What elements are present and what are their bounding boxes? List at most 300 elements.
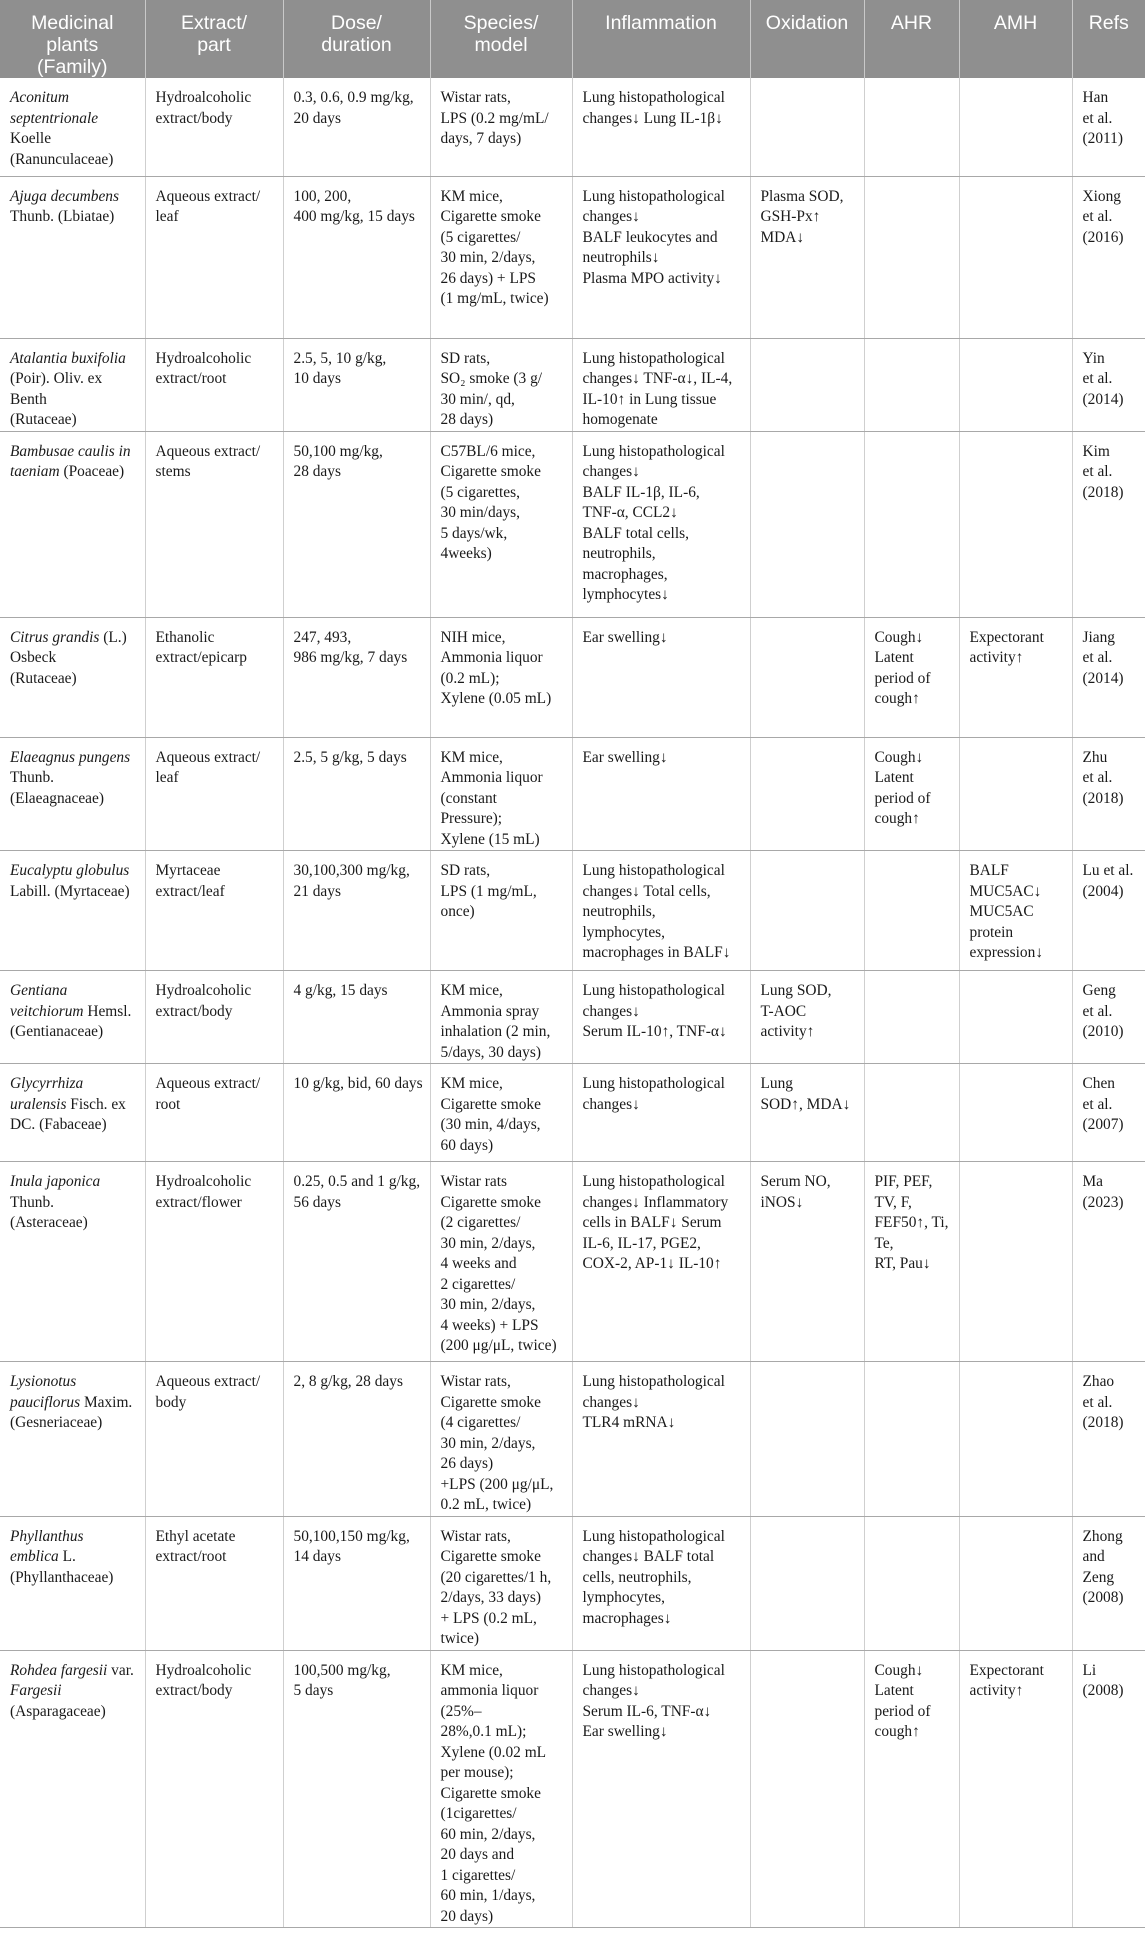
extract-cell-line: Aqueous extract/	[155, 1373, 261, 1390]
plant-name-line	[10, 1702, 137, 1723]
extract-cell-line: Aqueous extract/	[155, 187, 261, 205]
amh-cell-line: BALF	[969, 862, 1009, 879]
species-cell	[430, 971, 572, 1064]
species-cell-line: Wistar rats,	[440, 1373, 511, 1390]
oxidation-cell	[750, 431, 864, 617]
species-cell-line: Cigarette smoke	[440, 1393, 541, 1411]
table-row	[0, 1064, 1145, 1162]
species-cell-line: 30 min, 2/days,	[440, 1234, 536, 1252]
ahr-cell-line: Latent	[874, 769, 914, 786]
refs-cell-line: (2004)	[1082, 882, 1124, 900]
species-cell-line: Cigarette smoke	[440, 463, 541, 480]
dose-cell-line: 5 days	[293, 1682, 334, 1699]
plant-text: Fisch. ex	[66, 1095, 126, 1113]
species-cell	[430, 338, 572, 431]
dose-cell-line: 10 days	[293, 370, 341, 387]
oxidation-cell-line: Lung SOD,	[760, 982, 832, 999]
refs-cell-line: (2023)	[1082, 1193, 1124, 1211]
species-cell	[430, 176, 572, 338]
extract-cell	[145, 338, 283, 431]
refs-cell-line: Li	[1082, 1661, 1097, 1679]
inflammation-cell-line: BALF IL-1β, IL-6,	[582, 483, 700, 501]
refs-cell-line: Zhao	[1082, 1373, 1115, 1390]
inflammation-cell	[572, 1064, 750, 1162]
amh-cell-line: MUC5AC↓	[969, 882, 1042, 900]
inflammation-cell-line: changes↓	[582, 1393, 640, 1411]
species-cell-line: 30 min, 2/days,	[440, 1434, 536, 1452]
inflammation-cell-line: changes↓	[582, 463, 640, 480]
inflammation-cell-line: changes↓ BALF total	[582, 1548, 715, 1565]
amh-cell-line: Expectorant	[969, 628, 1044, 646]
refs-cell-line: Lu et al.	[1082, 862, 1134, 879]
species-cell	[430, 78, 572, 176]
extract-cell	[145, 737, 283, 851]
dose-cell	[283, 1516, 430, 1650]
inflammation-cell	[572, 338, 750, 431]
inflammation-cell-line: IL-10↑ in Lung tissue	[582, 390, 717, 408]
inflammation-cell-line: changes↓	[582, 1002, 640, 1020]
plant-text: Labill. (Myrtaceae)	[10, 882, 130, 900]
plant-text: (Asteraceae)	[10, 1214, 88, 1231]
table-body	[0, 78, 1145, 1927]
dose-cell-line: 0.3, 0.6, 0.9 mg/kg,	[293, 89, 414, 106]
inflammation-cell-line: Lung histopathological	[582, 1173, 725, 1190]
plant-name-line	[10, 648, 137, 669]
plant-name-line	[10, 1413, 137, 1434]
amh-cell	[959, 431, 1072, 617]
species-cell-line: 4 weeks) + LPS	[440, 1316, 539, 1334]
header-extract-part	[145, 0, 283, 78]
plant-name-line	[10, 109, 137, 130]
inflammation-cell-line: neutrophils,	[582, 545, 656, 562]
scientific-name-text: Fargesii	[10, 1682, 62, 1699]
plant-name-line	[10, 748, 137, 769]
plant-name-line	[10, 150, 137, 171]
species-cell-line: 1 cigarettes/	[440, 1866, 516, 1884]
refs-cell-line: et al.	[1082, 1095, 1113, 1113]
species-cell-line: (5 cigarettes,	[440, 483, 520, 501]
dose-cell-line: 4 g/kg, 15 days	[293, 982, 388, 999]
scientific-name-text: Inula japonica	[10, 1173, 101, 1190]
species-cell-line: Ammonia spray	[440, 1002, 540, 1020]
species-cell	[430, 851, 572, 971]
ahr-cell	[864, 617, 959, 737]
ahr-cell-line: Cough↓	[874, 628, 924, 646]
plant-text: (Rutaceae)	[10, 411, 77, 428]
refs-cell	[1072, 617, 1145, 737]
species-cell-line: Wistar rats,	[440, 1527, 511, 1545]
dose-cell-line: 21 days	[293, 882, 341, 900]
refs-cell-line: et al.	[1082, 208, 1113, 225]
species-cell-line: Ammonia liquor	[440, 649, 543, 666]
header-oxidation	[750, 0, 864, 78]
inflammation-cell-line: COX-2, AP-1↓ IL-10↑	[582, 1255, 722, 1272]
refs-cell-line: et al.	[1082, 109, 1113, 127]
amh-cell	[959, 617, 1072, 737]
species-cell-line: 4 weeks and	[440, 1255, 517, 1272]
inflammation-cell-line: changes↓ Lung IL-1β↓	[582, 109, 723, 127]
species-cell-line: (5 cigarettes/	[440, 228, 521, 246]
refs-cell	[1072, 338, 1145, 431]
plant-text: (Rutaceae)	[10, 669, 77, 687]
header-label-line: (Family)	[37, 56, 108, 78]
amh-cell-line: expression↓	[969, 944, 1044, 961]
dose-cell	[283, 1650, 430, 1927]
refs-cell-line: et al.	[1082, 370, 1113, 387]
scientific-name-text: Glycyrrhiza	[10, 1075, 84, 1092]
plant-name-line	[10, 187, 137, 208]
dose-cell	[283, 176, 430, 338]
inflammation-cell-line: Lung histopathological	[582, 1527, 725, 1545]
oxidation-cell	[750, 617, 864, 737]
header-label-line: plants	[46, 34, 99, 56]
inflammation-cell-line: TLR4 mRNA↓	[582, 1414, 676, 1431]
extract-cell	[145, 1162, 283, 1362]
ahr-cell	[864, 78, 959, 176]
refs-cell	[1072, 1516, 1145, 1650]
bottom-rule	[0, 1927, 1145, 1928]
header-label-line: Species/	[463, 12, 539, 34]
inflammation-cell-line: changes↓ Inflammatory	[582, 1193, 729, 1211]
species-cell	[430, 1362, 572, 1517]
inflammation-cell-line: Lung histopathological	[582, 1075, 725, 1092]
dose-cell-line: 0.25, 0.5 and 1 g/kg,	[293, 1173, 421, 1190]
species-cell-line: 5/days, 30 days)	[440, 1043, 541, 1061]
inflammation-cell-line: macrophages in BALF↓	[582, 944, 731, 961]
species-cell-line: 60 min, 1/days,	[440, 1887, 536, 1904]
plant-text: Thunb.	[10, 769, 55, 786]
dose-cell	[283, 737, 430, 851]
refs-cell-line: Zhong	[1082, 1527, 1123, 1545]
plant-cell	[0, 176, 145, 338]
ahr-cell-line: Te,	[874, 1234, 894, 1252]
table-row	[0, 176, 1145, 338]
oxidation-cell	[750, 971, 864, 1064]
inflammation-cell	[572, 737, 750, 851]
extract-cell	[145, 1516, 283, 1650]
dose-cell-line: 2.5, 5, 10 g/kg,	[293, 349, 387, 367]
oxidation-cell-line: SOD↑, MDA↓	[760, 1095, 851, 1113]
plant-text: (Poir). Oliv. ex	[10, 370, 103, 387]
extract-cell-line: Hydroalcoholic	[155, 1173, 252, 1190]
scientific-name-text: Rohdea fargesii	[10, 1661, 108, 1679]
oxidation-cell	[750, 851, 864, 971]
inflammation-cell-line: Lung histopathological	[582, 862, 725, 879]
plant-cell	[0, 851, 145, 971]
species-cell-line: 30 min, 2/days,	[440, 249, 536, 266]
plant-text: (Poaceae)	[59, 463, 125, 480]
amh-cell	[959, 737, 1072, 851]
ahr-cell-line: cough↑	[874, 690, 920, 707]
species-cell-line: 28%,0.1 mL);	[440, 1723, 527, 1740]
dose-cell	[283, 971, 430, 1064]
dose-cell	[283, 338, 430, 431]
plant-text: (Phyllanthaceae)	[10, 1568, 114, 1586]
plant-name-line	[10, 1681, 137, 1702]
species-cell	[430, 431, 572, 617]
refs-cell-line: (2014)	[1082, 390, 1124, 408]
plant-name-line	[10, 628, 137, 649]
amh-cell-line: activity↑	[969, 1682, 1024, 1699]
scientific-name-text: Eucalyptu globulus	[10, 862, 130, 879]
ahr-cell-line: period of	[874, 1702, 931, 1720]
ahr-cell	[864, 851, 959, 971]
species-cell-line: 5 days/wk,	[440, 524, 508, 542]
dose-cell	[283, 617, 430, 737]
refs-cell-line: (2008)	[1082, 1589, 1124, 1606]
refs-cell-line: et al.	[1082, 463, 1113, 480]
amh-cell	[959, 971, 1072, 1064]
species-cell-line: 2 cigarettes/	[440, 1275, 516, 1293]
extract-cell	[145, 617, 283, 737]
extract-cell-line: extract/body	[155, 109, 233, 127]
refs-cell	[1072, 971, 1145, 1064]
plant-text: Osbeck	[10, 649, 57, 666]
oxidation-cell-line: T-AOC	[760, 1002, 807, 1020]
refs-cell-line: Han	[1082, 89, 1109, 106]
oxidation-cell	[750, 1064, 864, 1162]
species-cell-line: Wistar rats	[440, 1173, 507, 1190]
plant-text: (Elaeagnaceae)	[10, 789, 104, 807]
ahr-cell-line: PIF, PEF,	[874, 1173, 933, 1190]
extract-cell-line: extract/leaf	[155, 882, 225, 900]
extract-cell	[145, 1362, 283, 1517]
amh-cell	[959, 1650, 1072, 1927]
dose-cell	[283, 431, 430, 617]
table-row	[0, 617, 1145, 737]
species-cell-line: Wistar rats,	[440, 89, 511, 106]
plant-text: L.	[58, 1548, 76, 1565]
inflammation-cell-line: neutrophils↓	[582, 249, 660, 266]
header-label-line: Inflammation	[605, 12, 717, 34]
plant-name-line	[10, 129, 137, 150]
species-cell-line: Cigarette smoke	[440, 1095, 541, 1113]
extract-cell-line: extract/root	[155, 1548, 227, 1565]
species-cell-line: SD rats,	[440, 862, 491, 879]
inflammation-cell-line: macrophages,	[582, 565, 668, 583]
scientific-name-text: taeniam	[10, 463, 60, 480]
dose-cell-line: 28 days	[293, 463, 341, 480]
scientific-name-text: Aconitum	[10, 89, 69, 106]
extract-cell-line: Ethyl acetate	[155, 1527, 236, 1545]
inflammation-cell	[572, 1650, 750, 1927]
refs-cell-line: and	[1082, 1548, 1105, 1565]
header-amh	[959, 0, 1072, 78]
species-cell-line: days, 7 days)	[440, 130, 522, 147]
extract-cell-line: Ethanolic	[155, 628, 215, 646]
species-cell-line: 20 days and	[440, 1846, 515, 1863]
inflammation-cell	[572, 971, 750, 1064]
ahr-cell-line: TV, F,	[874, 1193, 912, 1211]
plant-name-line	[10, 861, 137, 882]
species-cell-line: (2 cigarettes/	[440, 1214, 521, 1231]
dose-cell-line: 100,500 mg/kg,	[293, 1661, 391, 1679]
ahr-cell-line: Cough↓	[874, 748, 924, 766]
species-cell-line: Cigarette smoke	[440, 1784, 541, 1802]
plant-text: Hemsl.	[83, 1002, 132, 1020]
plant-name-line	[10, 789, 137, 810]
species-cell-line: LPS (1 mg/mL,	[440, 882, 537, 900]
refs-cell-line: Xiong	[1082, 187, 1121, 205]
oxidation-cell	[750, 1516, 864, 1650]
scientific-name-text: veitchiorum	[10, 1002, 84, 1020]
refs-cell-line: Geng	[1082, 982, 1116, 999]
dose-cell-line: 10 g/kg, bid, 60 days	[293, 1075, 423, 1092]
oxidation-cell-line: iNOS↓	[760, 1193, 804, 1211]
species-cell-line: Cigarette smoke	[440, 1193, 541, 1211]
inflammation-cell-line: Ear swelling↓	[582, 1723, 668, 1740]
species-cell	[430, 1516, 572, 1650]
extract-cell-line: extract/epicarp	[155, 649, 247, 666]
refs-cell-line: (2018)	[1082, 1414, 1124, 1431]
species-cell-line: (20 cigarettes/1 h,	[440, 1568, 552, 1586]
species-cell-line: (200 μg/μL, twice)	[440, 1337, 557, 1354]
plant-text: (Gentianaceae)	[10, 1023, 104, 1040]
dose-cell-line: 50,100 mg/kg,	[293, 442, 383, 460]
extract-cell	[145, 1650, 283, 1927]
refs-cell-line: et al.	[1082, 1393, 1113, 1411]
species-cell-line: SO₂ smoke (3 g/	[440, 370, 543, 387]
oxidation-cell	[750, 737, 864, 851]
table-row	[0, 338, 1145, 431]
dose-cell-line: 247, 493,	[293, 628, 352, 646]
plant-cell	[0, 1516, 145, 1650]
inflammation-cell	[572, 78, 750, 176]
plant-cell	[0, 617, 145, 737]
plant-name-line	[10, 1172, 137, 1193]
extract-cell-line: body	[155, 1393, 187, 1411]
amh-cell-line: MUC5AC	[969, 903, 1034, 920]
species-cell-line: 20 days)	[440, 1907, 494, 1925]
dose-cell-line: 2.5, 5 g/kg, 5 days	[293, 748, 407, 766]
species-cell-line: SD rats,	[440, 349, 491, 367]
species-cell-line: LPS (0.2 mg/mL/	[440, 109, 549, 127]
species-cell-line: KM mice,	[440, 187, 503, 205]
inflammation-cell-line: Lung histopathological	[582, 89, 725, 106]
extract-cell	[145, 851, 283, 971]
ahr-cell	[864, 971, 959, 1064]
plant-cell	[0, 737, 145, 851]
plant-name-line	[10, 882, 137, 903]
table-row	[0, 1362, 1145, 1517]
species-cell	[430, 617, 572, 737]
extract-cell	[145, 971, 283, 1064]
plant-name-line	[10, 1372, 137, 1393]
amh-cell	[959, 851, 1072, 971]
species-cell-line: Ammonia liquor	[440, 769, 543, 786]
header-label-line: Extract/	[180, 12, 248, 34]
refs-cell	[1072, 1162, 1145, 1362]
extract-cell-line: Myrtaceae	[155, 862, 221, 879]
oxidation-cell-line: Lung	[760, 1075, 793, 1092]
ahr-cell-line: cough↑	[874, 1723, 920, 1740]
inflammation-cell-line: Plasma MPO activity↓	[582, 269, 722, 287]
species-cell-line: Cigarette smoke	[440, 1548, 541, 1565]
extract-cell-line: stems	[155, 463, 191, 480]
scientific-name-text: emblica	[10, 1548, 59, 1565]
plant-cell	[0, 1650, 145, 1927]
ahr-cell-line: RT, Pau↓	[874, 1255, 931, 1272]
ahr-cell-line: Cough↓	[874, 1661, 924, 1679]
refs-cell-line: (2007)	[1082, 1116, 1124, 1133]
inflammation-cell-line: Lung histopathological	[582, 442, 725, 460]
header-inflammation	[572, 0, 750, 78]
plant-text: Thunb. (Lbiatae)	[10, 208, 115, 225]
species-cell-line: 26 days)	[440, 1455, 494, 1472]
inflammation-cell-line: changes↓ Total cells,	[582, 882, 711, 900]
header-label-line: part	[197, 34, 231, 56]
scientific-name-text: Citrus grandis	[10, 628, 100, 646]
oxidation-cell-line: GSH-Px↑	[760, 208, 821, 225]
species-cell-line: Cigarette smoke	[440, 208, 541, 225]
species-cell-line: NIH mice,	[440, 628, 506, 646]
inflammation-cell-line: lymphocytes,	[582, 923, 665, 941]
inflammation-cell-line: changes↓	[582, 208, 640, 225]
ahr-cell	[864, 1162, 959, 1362]
scientific-name-text: Atalantia buxifolia	[10, 349, 126, 367]
refs-cell	[1072, 431, 1145, 617]
inflammation-cell	[572, 1516, 750, 1650]
extract-cell-line: Hydroalcoholic	[155, 89, 252, 106]
amh-cell	[959, 338, 1072, 431]
plant-name-line	[10, 981, 137, 1002]
ahr-cell	[864, 1516, 959, 1650]
plant-name-line	[10, 1393, 137, 1414]
oxidation-cell	[750, 1650, 864, 1927]
inflammation-cell-line: cells in BALF↓ Serum	[582, 1214, 722, 1231]
species-cell-line: KM mice,	[440, 748, 503, 766]
scientific-name-text: Elaeagnus pungens	[10, 748, 131, 766]
dose-cell-line: 14 days	[293, 1548, 341, 1565]
refs-cell-line: (2018)	[1082, 789, 1124, 807]
extract-cell-line: Aqueous extract/	[155, 748, 261, 766]
refs-cell-line: Ma	[1082, 1173, 1104, 1190]
species-cell-line: C57BL/6 mice,	[440, 442, 536, 460]
amh-cell	[959, 1162, 1072, 1362]
plant-name-line	[10, 1568, 137, 1589]
ahr-cell	[864, 1064, 959, 1162]
oxidation-cell-line: MDA↓	[760, 228, 805, 246]
species-cell-line: per mouse);	[440, 1764, 514, 1781]
inflammation-cell-line: lymphocytes,	[582, 1589, 665, 1606]
header-refs	[1072, 0, 1145, 78]
header-label-line: AHR	[890, 12, 933, 34]
species-cell-line: (4 cigarettes/	[440, 1414, 521, 1431]
ahr-cell	[864, 176, 959, 338]
inflammation-cell-line: Lung histopathological	[582, 1373, 725, 1390]
refs-cell	[1072, 737, 1145, 851]
scientific-name-text: Lysionotus	[10, 1373, 77, 1390]
inflammation-cell-line: TNF-α, CCL2↓	[582, 504, 678, 521]
amh-cell	[959, 1362, 1072, 1517]
inflammation-cell-line: Serum IL-10↑, TNF-α↓	[582, 1023, 727, 1040]
refs-cell	[1072, 78, 1145, 176]
extract-cell	[145, 78, 283, 176]
plant-cell	[0, 1064, 145, 1162]
scientific-name-text: Phyllanthus	[10, 1527, 84, 1545]
species-cell-line: 26 days) + LPS	[440, 269, 536, 287]
refs-cell-line: et al.	[1082, 649, 1113, 666]
plant-name-line	[10, 1193, 137, 1214]
ahr-cell	[864, 338, 959, 431]
amh-cell	[959, 1516, 1072, 1650]
plant-cell	[0, 431, 145, 617]
inflammation-cell-line: changes↓	[582, 1682, 640, 1699]
inflammation-cell	[572, 1162, 750, 1362]
oxidation-cell	[750, 176, 864, 338]
species-cell-line: 0.2 mL, twice)	[440, 1496, 532, 1513]
species-cell-line: KM mice,	[440, 1075, 503, 1092]
